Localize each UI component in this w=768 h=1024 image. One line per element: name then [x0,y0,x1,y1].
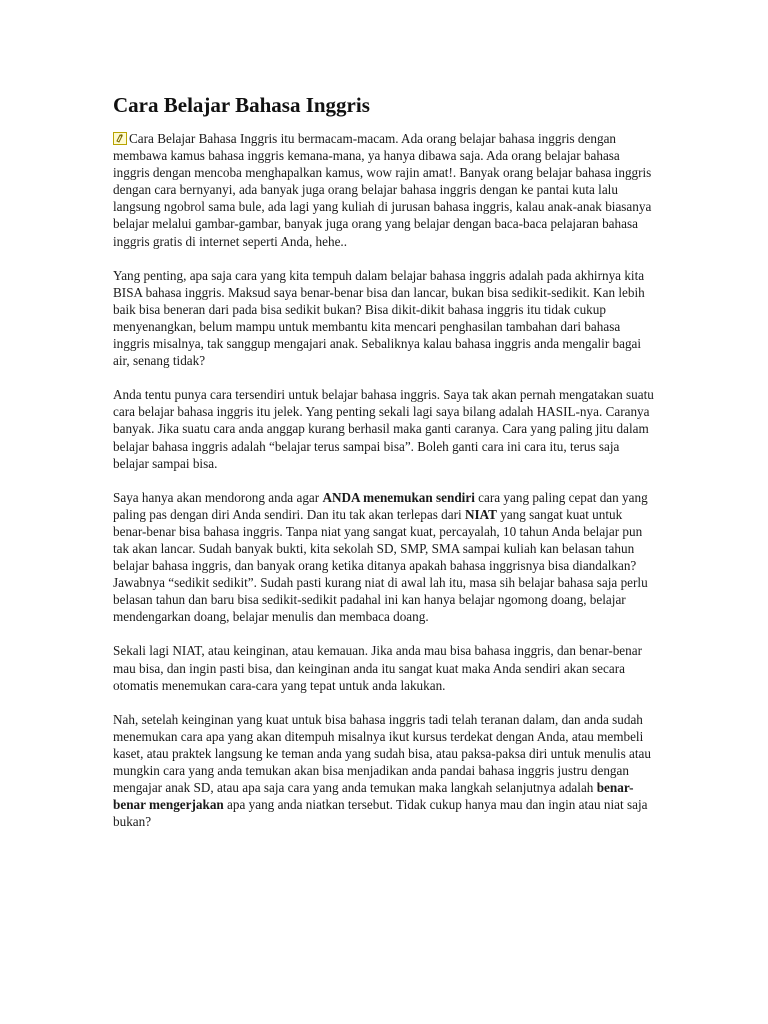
paragraph-3: Anda tentu punya cara tersendiri untuk belajar bahasa inggris. Saya tak akan pernah mengatakan suatu cara belajar bahasa inggris itu jelek. Yang penting sekali lagi saya bilang adalah HASIL-nya. Caranya banyak. Jika suatu cara anda anggap kurang berhasil maka ganti caranya. Cara yang paling jitu dalam belajar bahasa inggris adalah “belajar terus sampai bisa”. Boleh ganti cara ini cara itu, terus saja belajar sampai bisa. [113,387,654,471]
paragraph-4 [113,489,658,626]
paragraph-4-text-c: cara yang paling cepat dan yang paling pas dengan diri Anda sendiri. Dan itu tak akan terlepas dari [113,489,648,522]
paragraph-4-text-e: yang sangat kuat untuk benar-benar bisa bahasa inggris. Tanpa niat yang sangat kuat, percayalah, 10 tahun Anda belajar pun tak akan lancar. Sudah banyak bukti, kita sekolah SD, SMP, SMA sampai kuliah kan belasan tahun belajar bahasa inggris, dan banyak orang ketika ditanya apakah bahasa inggrisnya bisa diandalkan? Jawabnya “sedikit sedikit”. Sudah pasti kurang niat di awal lah itu, masa sih belajar bahasa saja perlu belasan tahun dan baru bisa sedikit-sedikit padahal ini kan hanya belajar ngomong doang, belajar mendengarkan doang, belajar menulis dan membaca doang. [113,506,648,625]
emphasis-anda-menemukan-sendiri: ANDA menemukan sendiri [322,489,475,505]
paragraph-6-text-c: apa yang anda niatkan tersebut. Tidak cukup hanya mau dan ingin atau niat saja bukan? [113,797,648,830]
page-title: Cara Belajar Bahasa Inggris [113,93,370,117]
paragraph-2: Yang penting, apa saja cara yang kita tempuh dalam belajar bahasa inggris adalah pada akhirnya kita BISA bahasa inggris. Maksud saya benar-benar bisa dan lancar, bukan bisa sedikit-sedikit. Kan lebih baik bisa beneran dari pada bisa sedikit bukan? Bisa dikit-dikit bahasa inggris itu tidak cukup menyenangkan, belum mampu untuk membantu kita mencari penghasilan tambahan dari bahasa inggris misalnya, tak sanggup mengajari anak. Sebaliknya kalau bahasa inggris anda mengalir bagai air, senang tidak? [113,267,645,369]
document-icon [113,132,127,145]
emphasis-niat: NIAT [464,506,497,522]
document-page [113,92,658,847]
paragraph-1 [113,130,658,250]
emphasis-benar-benar-mengerjakan: benar-benar mengerjakan [113,780,634,813]
paragraph-6 [113,711,658,831]
paragraph-1-text: Cara Belajar Bahasa Inggris itu bermacam-macam. Ada orang belajar bahasa inggris dengan membawa kamus bahasa inggris kemana-mana, ya hanya dibawa saja. Ada orang belajar bahasa inggris dengan mencoba menghapalkan kamus, wow rajin amat!. Banyak orang belajar bahasa inggris dengan cara bernyanyi, ada banyak juga orang belajar bahasa inggris dengan ke pantai kuta lalu langsung ngobrol sama bule, ada lagi yang kuliah di jurusan bahasa inggris, kalau anak-anak biasanya belajar melalui gambar-gambar, banyak juga orang yang belajar dengan baca-baca pelajaran bahasa inggris gratis di internet seperti Anda, hehe.. [113,131,652,249]
paragraph-5: Sekali lagi NIAT, atau keinginan, atau kemauan. Jika anda mau bisa bahasa inggris, dan benar-benar mau bisa, dan ingin pasti bisa, dan keinginan anda itu sangat kuat maka Anda sendiri akan secara otomatis menemukan cara-cara yang tepat untuk anda lakukan. [113,643,642,693]
paragraph-6-text-a: Nah, setelah keinginan yang kuat untuk bisa bahasa inggris tadi telah teranan dalam, dan anda sudah menemukan cara apa yang akan ditempuh misalnya ikut kursus terdekat dengan Anda, atau membeli kaset, atau praktek langsung ke teman anda yang sudah bisa, atau paksa-paksa diri untuk menulis atau mungkin cara yang anda temukan akan bisa menjadikan anda pandai bahasa inggris justru dengan mengajar anak SD, atau apa saja cara yang anda temukan maka langkah selanjutnya adalah [113,711,651,796]
paragraph-4-text-a: Saya hanya akan mendorong anda agar [113,489,323,505]
